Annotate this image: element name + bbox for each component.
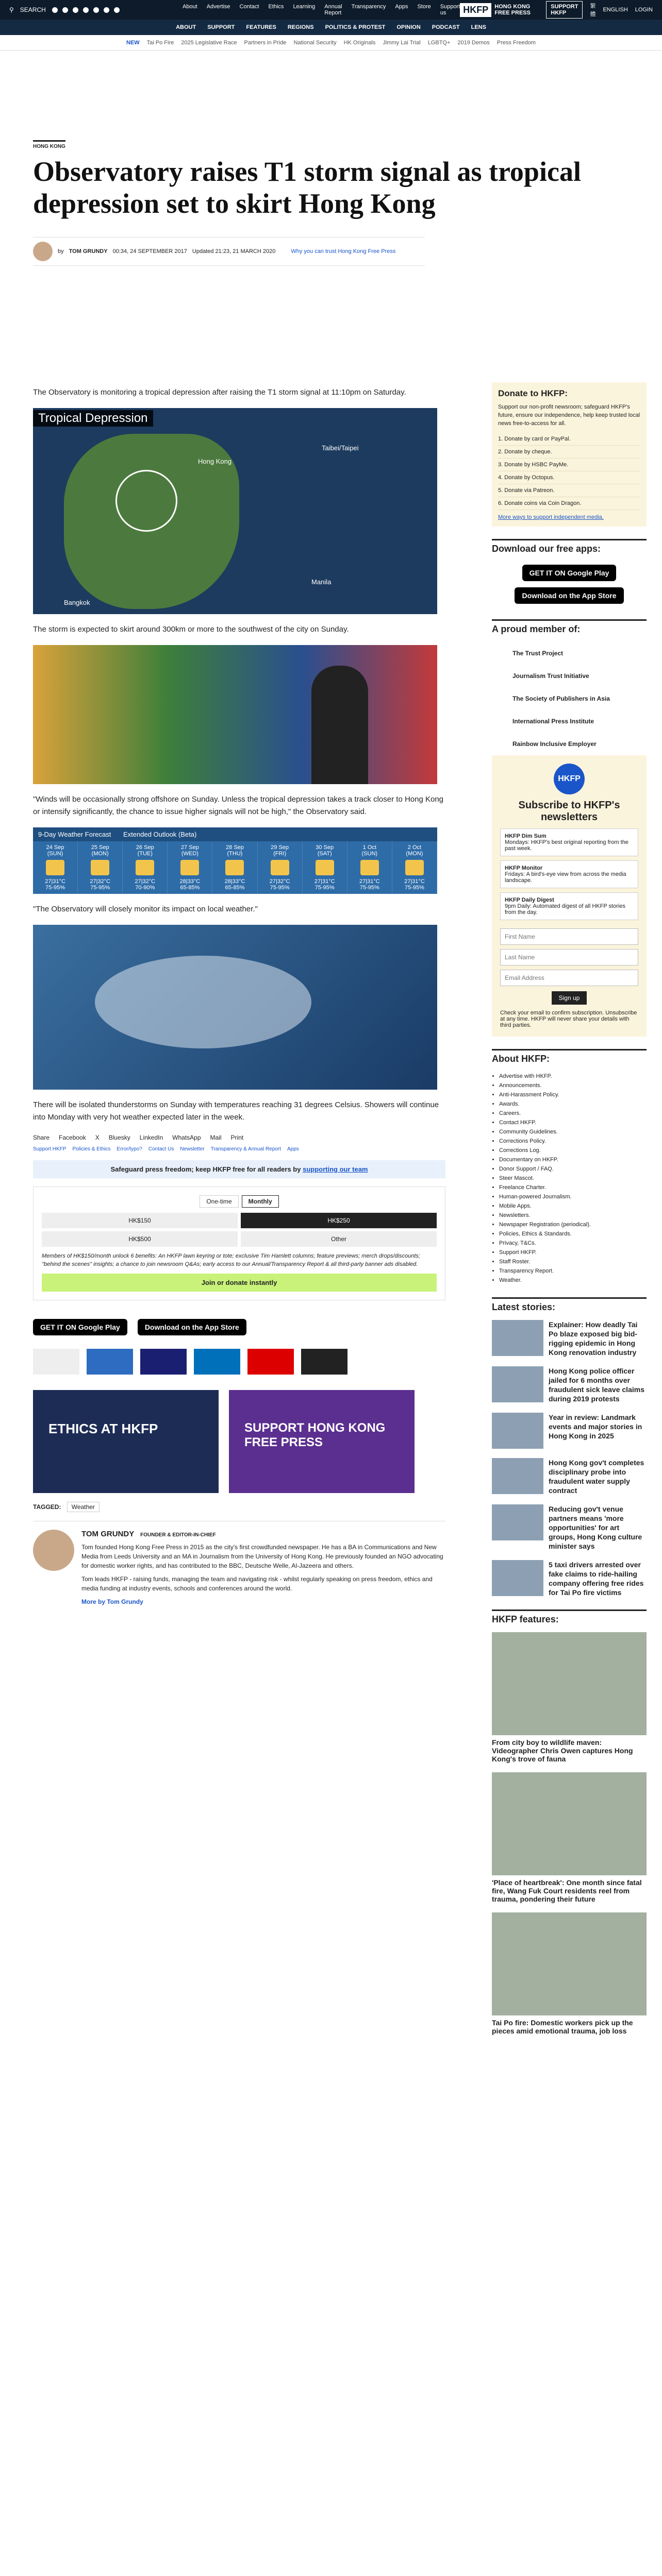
forecast-date: 28 Sep (226, 844, 244, 851)
about-link[interactable]: • Steer Mascot. (499, 1174, 647, 1183)
forecast-rh: 75-95% (315, 885, 335, 891)
forecast-day (303, 841, 347, 894)
latest-title: Latest stories: (492, 1297, 647, 1313)
weather-icon (180, 860, 199, 875)
about-link[interactable]: • Newsletters. (499, 1211, 647, 1220)
author-bio: Tom founded Hong Kong Free Press in 2015 as the city's first crowdfunded newspaper. He has a BA in Communications and New Media from Leeds University and an MA in Journalism from the University of Hong Kong. He previously founded an NGO advocating for domestic worker rights, and has contributed to the BBC, Deutsche Welle, Al-Jazeera and others. (81, 1544, 443, 1569)
weather-icon (46, 860, 64, 875)
newsletter-note: Check your email to confirm subscription. Unsubscribe at any time. HKFP will never share your details with third parties. (500, 1010, 637, 1028)
story-thumbnail[interactable] (492, 1320, 543, 1356)
weather-icon (91, 860, 109, 875)
forecast-rh: 75-95% (359, 885, 379, 891)
rainbow-logo[interactable]: Rainbow Inclusive Employer (512, 740, 597, 748)
jti-logo[interactable]: Journalism Trust Initiative (512, 672, 589, 680)
trending-item[interactable]: National Security (293, 39, 337, 46)
last-name-field[interactable] (500, 949, 638, 965)
top-right (546, 1, 653, 19)
tagged-label: TAGGED: (33, 1503, 61, 1511)
feature-story[interactable] (492, 1632, 647, 1763)
footer-link[interactable]: Policies & Ethics (72, 1146, 111, 1152)
safeguard-text: Safeguard press freedom; keep HKFP free for all readers by (110, 1165, 301, 1173)
google-play-button[interactable]: GET IT ON Google Play (33, 1319, 127, 1335)
top-link-annual-report[interactable]: Annual Report (324, 4, 342, 16)
forecast-temp: 27|31°C (314, 878, 335, 885)
weather-icon (225, 860, 244, 875)
forecast-rh: 75-95% (90, 885, 110, 891)
nav-podcast[interactable]: PODCAST (432, 24, 460, 30)
newsletter-option-text: Mondays: HKFP's best original reporting from the past week. (505, 839, 628, 852)
join-button[interactable]: Join or donate instantly (42, 1274, 437, 1292)
story-title[interactable]: Hong Kong police officer jailed for 6 months over fraudulent sick leave claims during 2019 protests (549, 1367, 644, 1403)
donate-method[interactable]: 3. Donate by HSBC PayMe. (498, 459, 640, 471)
paragraph: There will be isolated thunderstorms on Sunday with temperatures reaching 31 degrees Celsius. Showers will continue into Monday with very hot weather expected later in the week. (33, 1100, 439, 1122)
amex-icon (87, 1349, 133, 1375)
member-logos (492, 642, 647, 755)
about-link[interactable]: • Anti-Harassment Policy. (499, 1090, 647, 1099)
facebook-icon[interactable] (62, 7, 68, 13)
forecast-date: 2 Oct (407, 844, 422, 851)
forecast-day (392, 841, 437, 894)
first-name-field[interactable] (500, 928, 638, 945)
forecast-temp: 27|31°C (359, 878, 380, 885)
trending-item[interactable]: HK Originals (343, 39, 376, 46)
about-link[interactable]: • Freelance Charter. (499, 1183, 647, 1192)
about-link[interactable]: • Corrections Log. (499, 1146, 647, 1155)
newsletter-option-title: HKFP Monitor (505, 865, 543, 871)
forecast-title: 9-Day Weather Forecast (38, 831, 111, 838)
latest-story[interactable] (492, 1560, 647, 1597)
forecast-date: 24 Sep (46, 844, 64, 851)
forecast-dow: (MON) (91, 851, 109, 857)
trending-item[interactable]: Tai Po Fire (146, 39, 174, 46)
feature-story[interactable] (492, 1912, 647, 2035)
apple-pay-icon (301, 1349, 347, 1375)
donate-widget (33, 1187, 445, 1300)
bluesky-icon[interactable] (93, 7, 99, 13)
story-title[interactable]: Hong Kong gov't completes disciplinary probe into fraudulent water supply contract (549, 1459, 644, 1495)
safeguard-link[interactable]: supporting our team (303, 1165, 368, 1173)
forecast-date: 29 Sep (271, 844, 289, 851)
about-link[interactable]: • Newspaper Registration (periodical). (499, 1220, 647, 1229)
footer-link[interactable]: Support HKFP (33, 1146, 67, 1152)
map-title: Tropical Depression (33, 410, 153, 427)
footer-link[interactable]: Newsletter (180, 1146, 205, 1152)
forecast-day (168, 841, 212, 894)
payme-icon (247, 1349, 294, 1375)
login-link[interactable]: LOGIN (635, 7, 653, 13)
sidebar-app-store[interactable]: Download on the App Store (515, 587, 623, 604)
forecast-dow: (SAT) (317, 851, 332, 857)
byline-date: 00:34, 24 SEPTEMBER 2017 (112, 248, 187, 255)
main-nav (0, 20, 662, 35)
youtube-icon[interactable] (104, 7, 109, 13)
forecast-dow: (SUN) (47, 851, 63, 857)
tags-row (33, 1503, 445, 1511)
mastercard-icon (33, 1349, 79, 1375)
about-link[interactable]: • Community Guidelines. (499, 1127, 647, 1137)
features-list (492, 1632, 647, 2035)
satellite-image (33, 925, 437, 1090)
story-thumbnail[interactable] (492, 1413, 543, 1449)
promo-banners (33, 1390, 445, 1493)
forecast-temp: 27|32°C (135, 878, 156, 885)
forecast-day (78, 841, 123, 894)
tv-weather-image (33, 645, 437, 784)
nav-about[interactable]: ABOUT (176, 24, 196, 30)
donate-title: Donate to HKFP: (498, 388, 568, 398)
forecast-widget (33, 827, 437, 894)
article-title: Observatory raises T1 storm signal as tropical depression set to skirt Hong Kong (33, 156, 581, 219)
about-link[interactable]: • Human-powered Journalism. (499, 1192, 647, 1201)
forecast-temp: 27|32°C (269, 878, 290, 885)
trust-link[interactable]: Why you can trust Hong Kong Free Press (291, 248, 396, 255)
top-link-about[interactable]: About (182, 4, 197, 10)
amount-grid (42, 1213, 437, 1247)
forecast-rh: 75-95% (270, 885, 290, 891)
trending-item[interactable]: 2019 Demos (457, 39, 490, 46)
author-avatar (33, 242, 53, 261)
trending-item[interactable]: Partners in Pride (244, 39, 287, 46)
author-name[interactable]: TOM GRUNDY (81, 1530, 134, 1538)
author-role: FOUNDER & EDITOR-IN-CHIEF (140, 1532, 216, 1538)
email-field[interactable] (500, 970, 638, 986)
forecast-rh: 65-85% (180, 885, 200, 891)
article-category[interactable]: HONG KONG (33, 140, 65, 149)
feature-image[interactable] (492, 1632, 647, 1735)
footer-link[interactable]: Transparency & Annual Report (210, 1146, 281, 1152)
footer-link[interactable]: Error/typo? (117, 1146, 142, 1152)
donate-methods (498, 433, 640, 510)
paypal-icon (194, 1349, 240, 1375)
x-icon[interactable] (52, 7, 58, 13)
footer-link[interactable]: Contact Us (148, 1146, 174, 1152)
newsletter-option-text: Fridays: A bird's-eye view from across the media landscape. (505, 871, 626, 884)
map-label: Bangkok (64, 599, 90, 606)
about-link[interactable]: • Advertise with HKFP. (499, 1072, 647, 1081)
trending-bar (0, 35, 662, 50)
share-facebook[interactable]: Facebook (59, 1134, 86, 1141)
top-link-ethics[interactable]: Ethics (268, 4, 284, 10)
author-box (33, 1521, 445, 1606)
map-label: Manila (311, 578, 332, 586)
forecast-temp: 27|31°C (45, 878, 65, 885)
forecast-date: 26 Sep (136, 844, 154, 851)
byline-updated: Updated 21:23, 21 MARCH 2020 (192, 248, 276, 255)
mail-icon[interactable] (114, 7, 120, 13)
apps-title: Download our free apps: (492, 539, 647, 554)
about-link[interactable]: • Transparency Report. (499, 1266, 647, 1276)
trust-project-logo[interactable]: The Trust Project (512, 650, 564, 657)
donate-method[interactable]: 1. Donate by card or PayPal. (498, 433, 640, 446)
more-ways-link[interactable]: More ways to support independent media. (498, 514, 604, 520)
signup-button[interactable]: Sign up (552, 991, 587, 1005)
donate-method[interactable]: 5. Donate via Patreon. (498, 484, 640, 497)
search-icon[interactable]: ⚲ (9, 6, 14, 13)
paragraph: "The Observatory will closely monitor its impact on local weather." (33, 905, 258, 913)
latest-list (492, 1320, 647, 1597)
donate-method[interactable]: 6. Donate coins via Coin Dragon. (498, 497, 640, 510)
about-link[interactable]: • Weather. (499, 1276, 647, 1285)
forecast-temp: 27|32°C (90, 878, 110, 885)
story-title[interactable]: Reducing gov't venue partners means 'more opportunities' for art groups, Hong Kong culture minister says (549, 1505, 642, 1550)
payment-logos (33, 1349, 445, 1375)
top-link-apps[interactable]: Apps (395, 4, 408, 10)
weather-icon (136, 860, 154, 875)
presenter-figure (311, 666, 368, 784)
donate-text: Support our non-profit newsroom; safeguard HKFP's future, ensure our independence, help keep trusted local news free-to-access for all. (498, 404, 640, 427)
store-buttons (33, 1316, 445, 1338)
forecast-day (33, 841, 78, 894)
logo-text: HONG KONG FREE PRESS (494, 4, 531, 16)
byline (33, 237, 425, 266)
storm-track-circle (115, 470, 177, 532)
about-link[interactable]: • Corrections Policy. (499, 1137, 647, 1146)
top-bar-left (9, 6, 183, 13)
paragraph: The storm is expected to skirt around 300km or more to the southwest of the city on Sunday. (33, 625, 349, 634)
lang-english[interactable]: ENGLISH (603, 7, 628, 13)
tag-weather[interactable]: Weather (67, 1502, 100, 1512)
ethics-promo[interactable]: ETHICS AT HKFP (33, 1390, 219, 1493)
newsletter-option-monitor[interactable] (500, 860, 638, 888)
paragraph: "Winds will be occasionally strong offshore on Sunday. Unless the tropical depression takes a track closer to Hong Kong or intensify significantly, the chance to issue higher signals will not be high," the Observatory said. (33, 795, 444, 816)
newsletter-title: Subscribe to HKFP's newsletters (518, 800, 620, 823)
latest-story[interactable] (492, 1458, 647, 1495)
share-mail[interactable]: Mail (210, 1134, 222, 1141)
feature-title[interactable]: Tai Po fire: Domestic workers pick up the pieces amid emotional trauma, job loss (492, 2019, 633, 2035)
top-link-learning[interactable]: Learning (293, 4, 316, 10)
newsletter-option-title: HKFP Dim Sum (505, 833, 547, 839)
forecast-date: 1 Oct (362, 844, 376, 851)
more-by-author-link[interactable]: More by Tom Grundy (81, 1598, 143, 1605)
app-store-button[interactable]: Download on the App Store (138, 1319, 246, 1335)
forecast-day (258, 841, 303, 894)
search-link[interactable]: SEARCH (20, 6, 46, 13)
story-title[interactable]: Explainer: How deadly Tai Po blaze exposed big bid-rigging epidemic in Hong Kong renovation industry (549, 1320, 638, 1357)
feature-title[interactable]: 'Place of heartbreak': One month since fatal fire, Wang Fuk Court residents reel from trauma, pondering their future (492, 1878, 642, 1903)
trending-item[interactable]: 2025 Legislative Race (181, 39, 237, 46)
tab-monthly[interactable]: Monthly (242, 1195, 279, 1208)
story-thumbnail[interactable] (492, 1458, 543, 1494)
amount-option-selected[interactable]: HK$250 (241, 1213, 437, 1228)
story-thumbnail[interactable] (492, 1560, 543, 1596)
newsletter-option-text: 9pm Daily: Automated digest of all HKFP stories from the day. (505, 903, 625, 916)
share-bluesky[interactable]: Bluesky (108, 1134, 130, 1141)
top-link-advertise[interactable]: Advertise (206, 4, 230, 10)
top-bar (0, 0, 662, 20)
instagram-icon[interactable] (73, 7, 78, 13)
forecast-temp: 28|33°C (179, 878, 201, 885)
forecast-rh: 75-95% (404, 885, 424, 891)
forecast-dow: (WED) (181, 851, 198, 857)
weather-icon (360, 860, 379, 875)
trending-item[interactable]: LGBTQ+ (427, 39, 451, 46)
latest-story[interactable] (492, 1366, 647, 1403)
amount-option[interactable]: HK$500 (42, 1231, 238, 1247)
top-link-support[interactable]: Support us (440, 4, 460, 16)
forecast-header (33, 827, 437, 841)
about-link[interactable]: • Announcements. (499, 1081, 647, 1090)
forecast-rh: 75-95% (45, 885, 65, 891)
author-heading (81, 1530, 445, 1538)
about-link[interactable]: • Policies, Ethics & Standards. (499, 1229, 647, 1239)
trending-item[interactable]: Press Freedom (496, 39, 536, 46)
forecast-date: 30 Sep (316, 844, 334, 851)
weather-icon (316, 860, 334, 875)
article-body (33, 377, 445, 1606)
ipi-logo[interactable]: International Press Institute (512, 718, 594, 725)
about-link[interactable]: • Careers. (499, 1109, 647, 1118)
map-label: Hong Kong (198, 457, 232, 465)
weather-icon (271, 860, 289, 875)
about-link[interactable]: • Documentary on HKFP. (499, 1155, 647, 1164)
author-photo (33, 1530, 74, 1571)
forecast-day (123, 841, 168, 894)
forecast-day (212, 841, 257, 894)
forecast-temp: 27|31°C (404, 878, 425, 885)
story-title[interactable]: Year in review: Landmark events and major stories in Hong Kong in 2025 (549, 1413, 642, 1440)
forecast-date: 27 Sep (180, 844, 199, 851)
about-link[interactable]: • Contact HKFP. (499, 1118, 647, 1127)
top-links (183, 4, 460, 16)
map-label: Taibei/Taipei (322, 444, 359, 452)
trending-item[interactable]: Jimmy Lai Trial (383, 39, 421, 46)
cloud-band (95, 956, 311, 1048)
safeguard-banner (33, 1160, 445, 1178)
member-title: A proud member of: (492, 619, 647, 635)
newsletter-box (492, 755, 647, 1037)
amount-option[interactable]: HK$150 (42, 1213, 238, 1228)
latest-story[interactable] (492, 1320, 647, 1357)
about-link[interactable]: • Donor Support / FAQ. (499, 1164, 647, 1174)
amount-option[interactable]: Other (241, 1231, 437, 1247)
features-title: HKFP features: (492, 1609, 647, 1625)
share-linkedin[interactable]: LinkedIn (139, 1134, 163, 1141)
sidebar-google-play[interactable]: GET IT ON Google Play (522, 565, 617, 581)
about-link[interactable]: • Staff Roster. (499, 1257, 647, 1266)
share-whatsapp[interactable]: WhatsApp (172, 1134, 201, 1141)
newsletter-option-title: HKFP Daily Digest (505, 897, 554, 903)
about-link[interactable]: • Mobile Apps. (499, 1201, 647, 1211)
newsletter-option-digest[interactable] (500, 892, 638, 920)
story-thumbnail[interactable] (492, 1366, 543, 1402)
forecast-dow: (SUN) (361, 851, 378, 857)
forecast-rh: 70-90% (135, 885, 155, 891)
newsletter-option-dimsum[interactable] (500, 828, 638, 856)
storm-map-image (33, 408, 437, 614)
apps-buttons (492, 562, 647, 607)
byline-prefix: by (58, 248, 64, 255)
about-link[interactable]: • Privacy, T&Cs. (499, 1239, 647, 1248)
sidebar (492, 382, 647, 2044)
support-button[interactable]: SUPPORT HKFP (546, 1, 583, 19)
donate-method[interactable]: 4. Donate by Octopus. (498, 471, 640, 484)
top-link-contact[interactable]: Contact (239, 4, 259, 10)
byline-author[interactable]: TOM GRUNDY (69, 248, 108, 255)
trending-new-label: NEW (126, 39, 140, 46)
story-title[interactable]: 5 taxi drivers arrested over fake claims to ride-hailing company offering free rides for Tai Po fire victims (549, 1561, 644, 1597)
about-link[interactable]: • Support HKFP. (499, 1248, 647, 1257)
about-list (492, 1072, 647, 1285)
story-thumbnail[interactable] (492, 1504, 543, 1540)
forecast-dow: (TUE) (137, 851, 153, 857)
feature-image[interactable] (492, 1912, 647, 2015)
latest-story[interactable] (492, 1413, 647, 1449)
forecast-subtitle[interactable]: Extended Outlook (Beta) (123, 831, 197, 838)
top-link-transparency[interactable]: Transparency (351, 4, 386, 10)
feature-story[interactable] (492, 1772, 647, 1903)
weather-icon (405, 860, 424, 875)
donate-sidebox (492, 382, 647, 527)
about-link[interactable]: • Awards. (499, 1099, 647, 1109)
nav-lens[interactable]: LENS (471, 24, 486, 30)
social-icons (52, 7, 120, 13)
feature-image[interactable] (492, 1772, 647, 1875)
share-bar (33, 1134, 445, 1141)
site-logo[interactable] (460, 3, 546, 17)
logo-box: HKFP (460, 3, 491, 17)
lang-chinese[interactable]: 繁體 (590, 3, 596, 18)
top-link-store[interactable]: Store (417, 4, 431, 10)
nav-features[interactable]: FEATURES (246, 24, 276, 30)
newsletter-badge: HKFP (554, 764, 585, 794)
latest-story[interactable] (492, 1504, 647, 1551)
footer-link[interactable]: Apps (287, 1146, 299, 1152)
forecast-temp: 28|33°C (224, 878, 245, 885)
forecast-dow: (MON) (406, 851, 423, 857)
feature-title[interactable]: From city boy to wildlife maven: Videographer Chris Owen captures Hong Kong's trove of fauna (492, 1738, 633, 1763)
nav-regions[interactable]: REGIONS (287, 24, 314, 30)
donate-method[interactable]: 2. Donate by cheque. (498, 446, 640, 459)
forecast-row (33, 841, 437, 894)
forecast-day (347, 841, 392, 894)
donate-tabs (42, 1195, 437, 1208)
paragraph: The Observatory is monitoring a tropical depression after raising the T1 storm signal at 11:10pm on Saturday. (33, 388, 406, 397)
nav-opinion[interactable]: OPINION (396, 24, 421, 30)
visa-icon (140, 1349, 187, 1375)
forecast-dow: (FRI) (273, 851, 287, 857)
article-footer-links (33, 1146, 445, 1152)
author-bio: Tom leads HKFP - raising funds, managing the team and navigating risk - whilst regularly speaking on press freedom, ethics and media funding at industry events, schools and conferences around the world. (81, 1575, 433, 1592)
article-main (33, 140, 644, 2035)
forecast-rh: 65-85% (225, 885, 245, 891)
about-title: About HKFP: (492, 1049, 647, 1064)
nav-support[interactable]: SUPPORT (207, 24, 235, 30)
share-print[interactable]: Print (230, 1134, 244, 1141)
share-label: Share (33, 1134, 50, 1141)
support-promo[interactable]: SUPPORT HONG KONG FREE PRESS (229, 1390, 415, 1493)
tab-one-time[interactable]: One-time (200, 1195, 238, 1208)
donate-note: Members of HK$150/month unlock 6 benefits: An HKFP lawn keyring or tote; exclusive Tim Hamlett columns; feature previews; merch drops/discounts; "behind the scenes" insights; a chance to join newsroom Q&As; early access to our Annual/Transparency Report & all third-party banner ads disabled. (42, 1253, 420, 1267)
forecast-date: 25 Sep (91, 844, 109, 851)
sopa-logo[interactable]: The Society of Publishers in Asia (512, 695, 610, 702)
share-x[interactable]: X (95, 1134, 100, 1141)
threads-icon[interactable] (83, 7, 89, 13)
forecast-dow: (THU) (227, 851, 243, 857)
nav-politics[interactable]: POLITICS & PROTEST (325, 24, 386, 30)
